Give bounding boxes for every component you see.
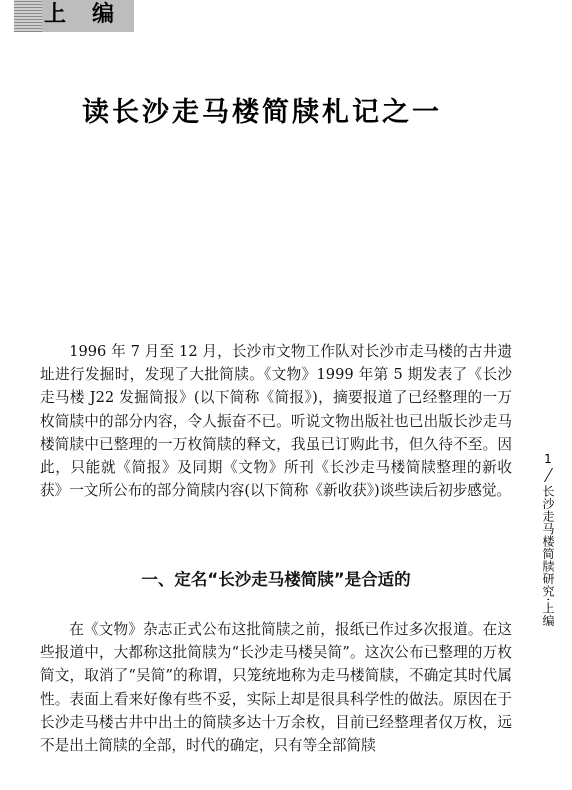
section-tab <box>14 0 141 32</box>
header-divider <box>543 468 552 482</box>
section-1-paragraph: 在《文物》杂志正式公布这批简牍之前，报纸已作过多次报道。在这些报道中，大都称这批简牍为“长沙走马楼吴简”。这次公布已整理的万枚简文，取消了“吴简”的称谓，只笼统地称为走马楼简牍，不确定其时代属性。表面上看来好像有些不妥，实际上却是很具科学性的做法。原因在于长沙走马楼古井中出土的简牍多达十万余枚，目前已经整理者仅万枚，远不是出土简牍的全部，时代的确定，只有等全部简牍 <box>40 621 512 755</box>
page-number: 1 <box>544 452 552 466</box>
section-heading: 一、定名“长沙走马楼简牍”是合适的 <box>141 570 411 589</box>
section-tab-label: 上编 <box>44 2 141 27</box>
running-header <box>540 452 556 627</box>
intro-paragraph: 1996 年 7 月至 12 月，长沙市文物工作队对长沙市走马楼的古井遗址进行发掘时，发现了大批简牍。《文物》1999 年第 5 期发表了《长沙走马楼 J22 发掘简报》(以下简称《简报》)，摘要报道了已经整理的一万枚简牍中的部分内容，令人振奋不已。听说文物出版社也已出版长沙走马楼简牍中已整理的一万枚简牍的释文，我虽已订购此书，但久待不至。因此，只能就《简报》及同期《文物》所刊《长沙走马楼简牍整理的新收获》一文所公布的部分简牍内容(以下简称《新收获》)谈些读后初步感觉。 <box>40 343 512 500</box>
running-header-text: 长沙走马楼简牍研究·上编 <box>541 485 555 627</box>
chapter-title: 读长沙走马楼简牍札记之一 <box>82 97 442 129</box>
